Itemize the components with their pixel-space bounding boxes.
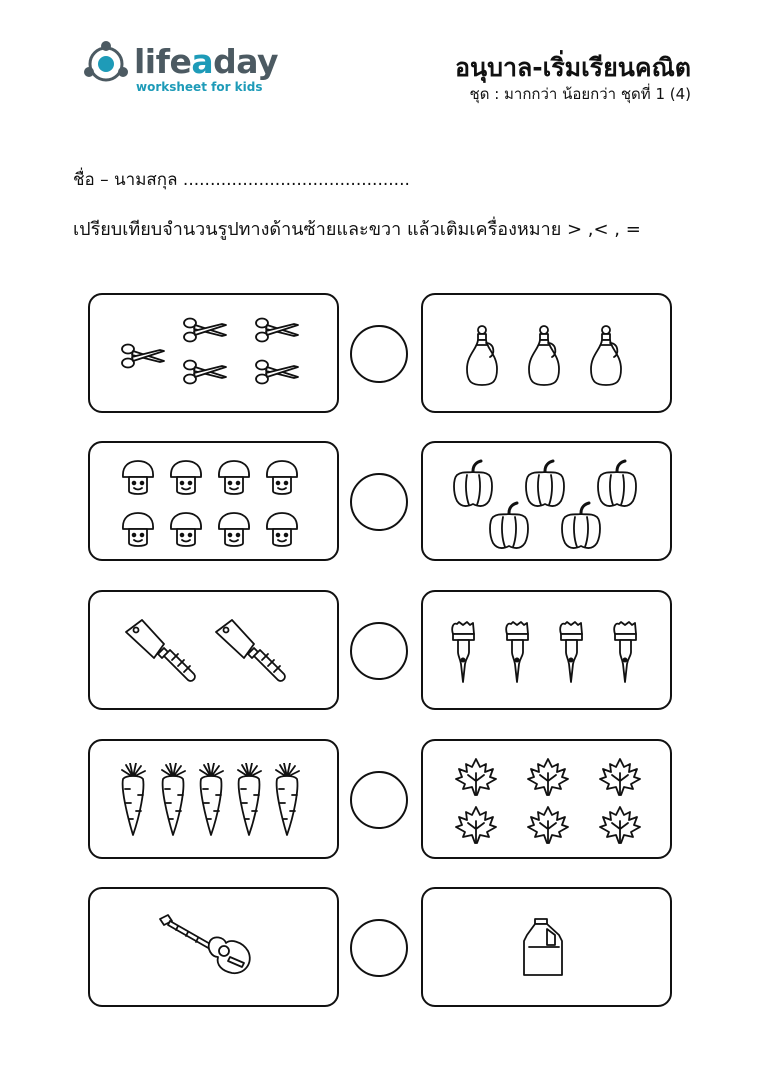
maple-leaf-icon <box>455 757 497 801</box>
worksheet-subtitle: ชุด : มากกว่า น้อยกว่า ชุดที่ 1 (4) <box>469 85 691 103</box>
mushroom-icon <box>216 459 252 501</box>
comparison-row <box>88 590 674 714</box>
right-picture-box <box>421 441 672 561</box>
left-picture-box <box>88 441 339 561</box>
right-picture-box <box>421 293 672 413</box>
answer-circle[interactable] <box>350 622 408 680</box>
logo <box>82 38 282 98</box>
left-picture-box <box>88 590 339 710</box>
carrot-icon <box>234 763 264 841</box>
scissors-icon <box>120 341 166 375</box>
oil-bottle-icon <box>587 325 625 391</box>
maple-leaf-icon <box>599 757 641 801</box>
paintbrush-icon <box>449 620 477 688</box>
left-picture-box <box>88 739 339 859</box>
oil-bottle-icon <box>525 325 563 391</box>
scissors-icon <box>182 357 228 391</box>
logo-wordmark: lifeaday <box>134 42 279 81</box>
left-picture-box <box>88 887 339 1007</box>
scissors-icon <box>254 357 300 391</box>
answer-circle[interactable] <box>350 771 408 829</box>
mushroom-icon <box>120 459 156 501</box>
carrot-icon <box>118 763 148 841</box>
carrot-icon <box>272 763 302 841</box>
mushroom-icon <box>120 511 156 553</box>
mushroom-icon <box>264 511 300 553</box>
answer-circle[interactable] <box>350 919 408 977</box>
paintbrush-icon <box>557 620 585 688</box>
right-picture-box <box>421 739 672 859</box>
mushroom-icon <box>216 511 252 553</box>
scissors-icon <box>182 315 228 349</box>
oil-bottle-icon <box>463 325 501 391</box>
logo-tagline: worksheet for kids <box>136 80 263 94</box>
logo-mark-icon <box>82 40 130 88</box>
bell-pepper-icon <box>559 501 603 555</box>
maple-leaf-icon <box>527 805 569 849</box>
comparison-row <box>88 441 674 565</box>
worksheet-title: อนุบาล-เริ่มเรียนคณิต <box>454 53 691 82</box>
carrot-icon <box>158 763 188 841</box>
comparison-row <box>88 739 674 863</box>
cleaver-icon <box>124 618 200 688</box>
guitar-icon <box>158 913 258 981</box>
mushroom-icon <box>264 459 300 501</box>
maple-leaf-icon <box>455 805 497 849</box>
bell-pepper-icon <box>487 501 531 555</box>
paintbrush-icon <box>611 620 639 688</box>
cleaver-icon <box>214 618 290 688</box>
comparison-row <box>88 293 674 417</box>
instruction-text: เปรียบเทียบจำนวนรูปทางด้านซ้ายและขวา แล้วเติมเครื่องหมาย > ,< , = <box>73 219 641 240</box>
maple-leaf-icon <box>599 805 641 849</box>
carrot-icon <box>196 763 226 841</box>
name-field-line: ชื่อ – นามสกุล .......................................... <box>73 170 410 190</box>
answer-circle[interactable] <box>350 325 408 383</box>
comparison-row <box>88 887 674 1011</box>
mushroom-icon <box>168 511 204 553</box>
right-picture-box <box>421 590 672 710</box>
milk-jug-icon <box>521 917 565 981</box>
left-picture-box <box>88 293 339 413</box>
maple-leaf-icon <box>527 757 569 801</box>
scissors-icon <box>254 315 300 349</box>
paintbrush-icon <box>503 620 531 688</box>
mushroom-icon <box>168 459 204 501</box>
answer-circle[interactable] <box>350 473 408 531</box>
right-picture-box <box>421 887 672 1007</box>
